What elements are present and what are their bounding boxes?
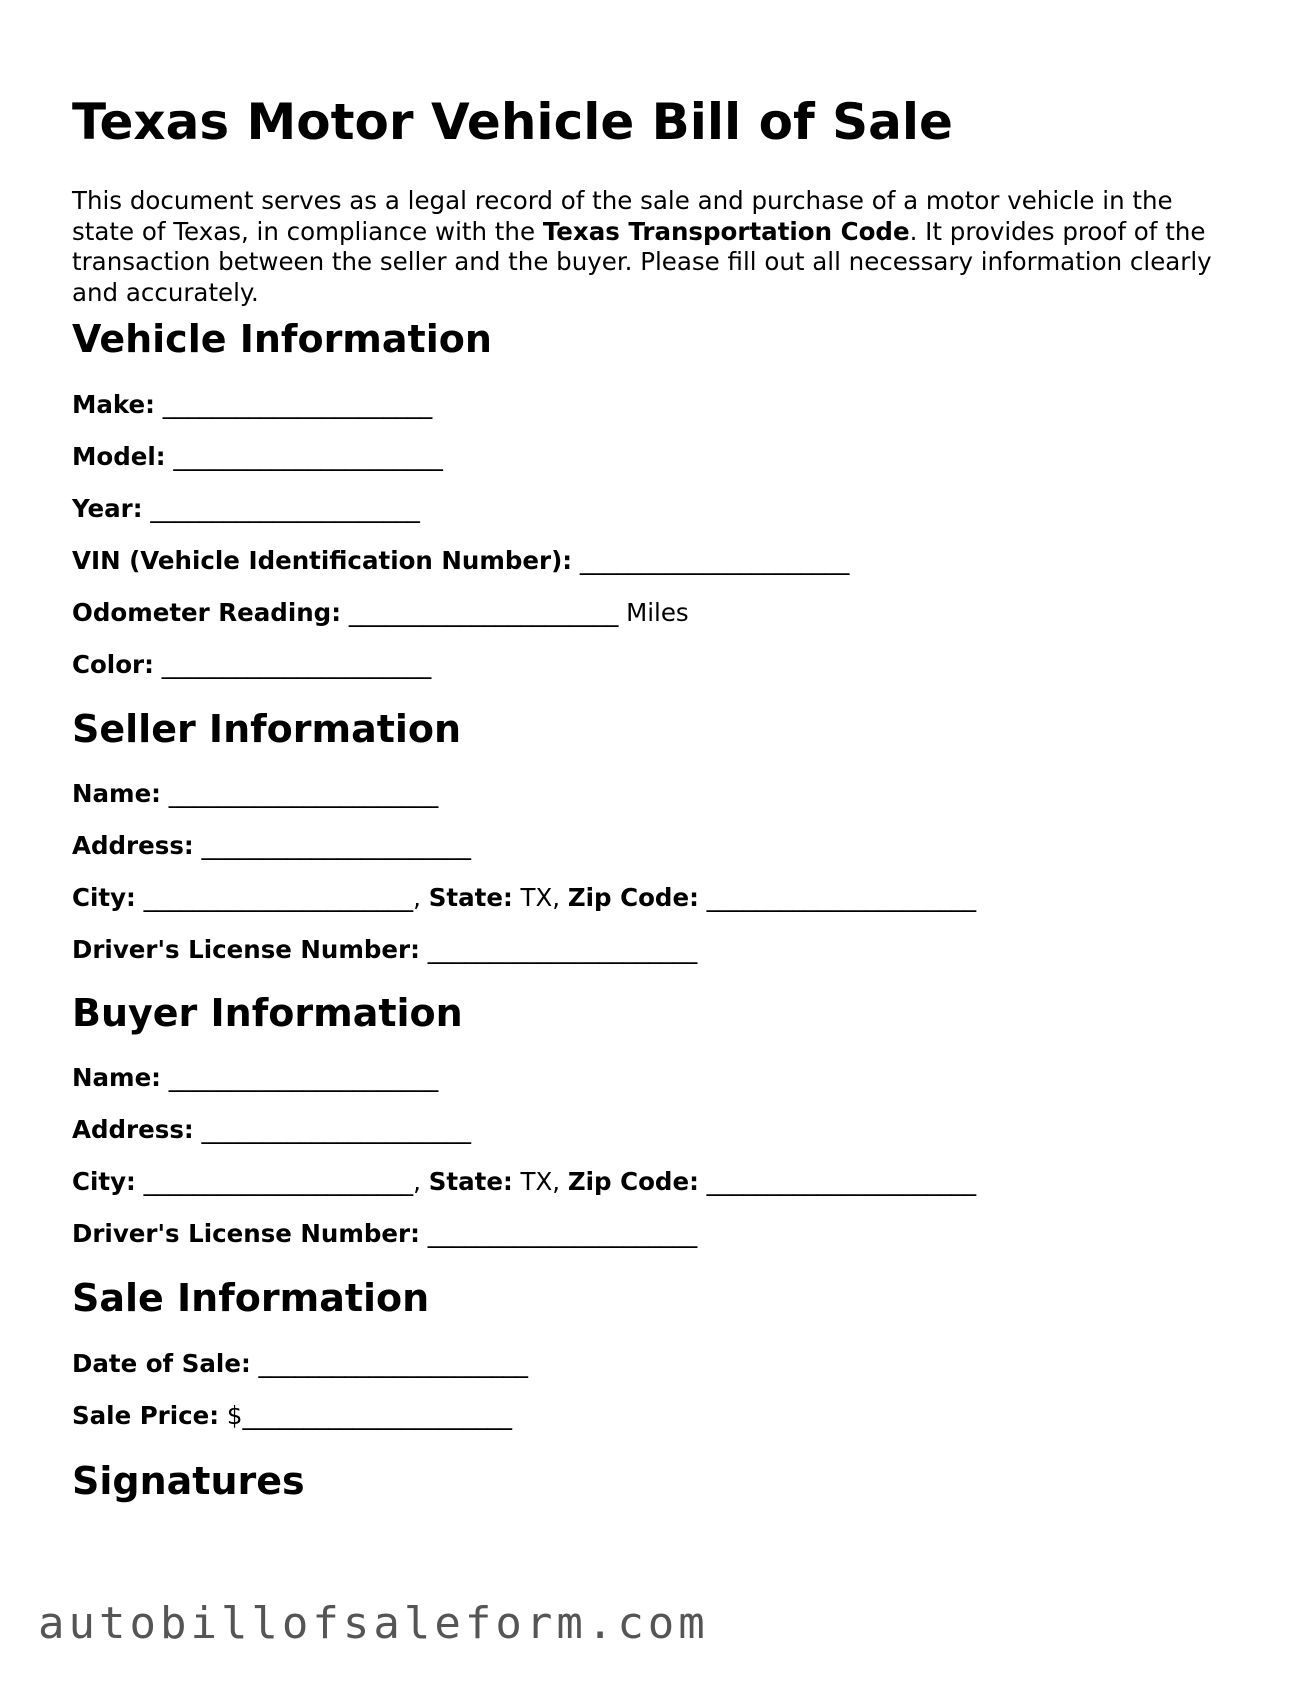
seller-heading: Seller Information <box>72 707 462 751</box>
make-label: Make: <box>72 390 155 419</box>
seller-license-blank[interactable]: ______________________ <box>427 935 698 964</box>
signatures-heading: Signatures <box>72 1459 305 1503</box>
sale-date-field[interactable] <box>72 1349 528 1379</box>
model-field[interactable] <box>72 442 443 472</box>
sale-price-label: Sale Price: <box>72 1401 220 1430</box>
sale-price-field[interactable] <box>72 1401 512 1431</box>
seller-zip-blank[interactable]: ______________________ <box>706 883 977 912</box>
seller-address-blank[interactable]: ______________________ <box>201 831 471 860</box>
sale-heading: Sale Information <box>72 1276 430 1320</box>
odometer-unit: Miles <box>626 598 689 627</box>
buyer-address-field[interactable] <box>72 1115 471 1145</box>
seller-zip-label: Zip Code: <box>567 883 699 912</box>
buyer-name-blank[interactable]: ______________________ <box>168 1063 439 1092</box>
seller-state-label: State: <box>428 883 513 912</box>
seller-name-label: Name: <box>72 779 161 808</box>
year-label: Year: <box>72 494 143 523</box>
intro-paragraph <box>72 186 1232 308</box>
buyer-address-blank[interactable]: ______________________ <box>201 1115 471 1144</box>
make-field[interactable] <box>72 390 432 420</box>
sale-price-currency: $ <box>226 1401 243 1430</box>
buyer-address-label: Address: <box>72 1115 194 1144</box>
model-label: Model: <box>72 442 166 471</box>
buyer-city-field[interactable]: City: ______________________, State: TX, Zip Code: ______________________ <box>72 1167 977 1196</box>
buyer-city-blank[interactable]: ______________________ <box>143 1167 414 1196</box>
seller-name-field[interactable] <box>72 779 438 809</box>
seller-address-label: Address: <box>72 831 194 860</box>
buyer-name-label: Name: <box>72 1063 161 1092</box>
odometer-field[interactable] <box>72 598 689 628</box>
buyer-state-value: TX <box>520 1167 553 1196</box>
site-watermark: autobillofsaleform.com <box>38 1598 709 1649</box>
year-blank[interactable]: ______________________ <box>150 494 420 523</box>
odometer-label: Odometer Reading: <box>72 598 342 627</box>
vin-label: VIN (Vehicle Identification Number): <box>72 546 573 575</box>
buyer-zip-label: Zip Code: <box>567 1167 699 1196</box>
intro-text-bold: Texas Transportation Code <box>542 216 910 246</box>
seller-city-blank[interactable]: ______________________ <box>143 883 414 912</box>
buyer-zip-blank[interactable]: ______________________ <box>706 1167 977 1196</box>
buyer-city-label: City: <box>72 1167 136 1196</box>
seller-city-field[interactable]: City: ______________________, State: TX, Zip Code: ______________________ <box>72 883 977 912</box>
vehicle-heading: Vehicle Information <box>72 317 492 361</box>
seller-license-field[interactable] <box>72 935 697 965</box>
buyer-heading: Buyer Information <box>72 991 463 1035</box>
year-field[interactable] <box>72 494 420 524</box>
intro-text-start: This document serves as a legal record of the sale and purchase of a motor vehicle in the state of Texas, in compliance with the <box>72 186 1173 246</box>
intro-text-end: . It provides proof of the transaction between the seller and the buyer. Please fill out all necessary information clearly and accurately. <box>72 216 1212 307</box>
buyer-license-field[interactable] <box>72 1219 697 1249</box>
sale-price-blank[interactable]: ______________________ <box>242 1401 512 1430</box>
buyer-license-blank[interactable]: ______________________ <box>427 1219 698 1248</box>
odometer-blank[interactable]: ______________________ <box>348 598 619 627</box>
seller-address-field[interactable] <box>72 831 471 861</box>
document-title: Texas Motor Vehicle Bill of Sale <box>72 93 953 151</box>
sale-date-label: Date of Sale: <box>72 1349 251 1378</box>
seller-name-blank[interactable]: ______________________ <box>168 779 439 808</box>
sale-date-blank[interactable]: ______________________ <box>258 1349 529 1378</box>
color-field[interactable] <box>72 650 431 680</box>
seller-license-label: Driver's License Number: <box>72 935 420 964</box>
seller-state-value: TX <box>520 883 553 912</box>
buyer-license-label: Driver's License Number: <box>72 1219 420 1248</box>
make-blank[interactable]: ______________________ <box>162 390 433 419</box>
vin-blank[interactable]: ______________________ <box>579 546 850 575</box>
model-blank[interactable]: ______________________ <box>173 442 443 471</box>
seller-city-label: City: <box>72 883 136 912</box>
color-label: Color: <box>72 650 154 679</box>
buyer-name-field[interactable] <box>72 1063 438 1093</box>
vin-field[interactable] <box>72 546 849 576</box>
color-blank[interactable]: ______________________ <box>161 650 432 679</box>
buyer-state-label: State: <box>428 1167 513 1196</box>
